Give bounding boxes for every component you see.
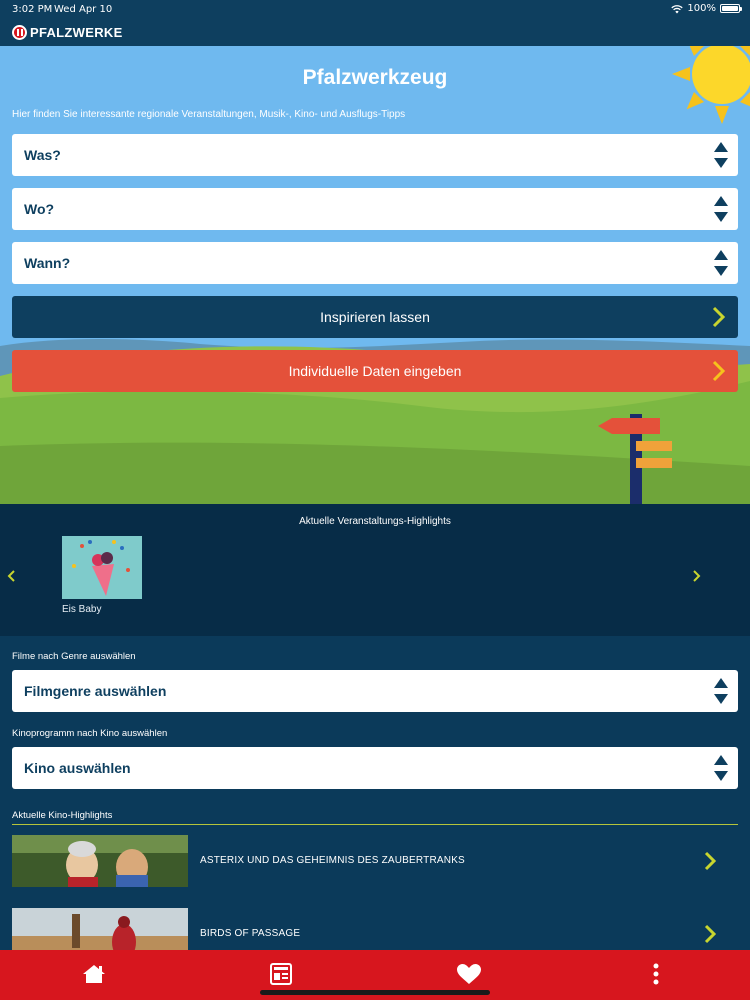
when-select[interactable] bbox=[12, 242, 738, 284]
status-right bbox=[671, 3, 740, 14]
cinema-highlights-title: Aktuelle Kino-Highlights bbox=[12, 810, 113, 821]
genre-select[interactable] bbox=[12, 670, 738, 712]
movie-poster bbox=[12, 835, 188, 887]
kino-select-value: Kino auswählen bbox=[24, 760, 131, 776]
chevron-right-icon bbox=[704, 851, 716, 871]
logo-mark-icon bbox=[12, 25, 27, 40]
status-bar bbox=[0, 0, 750, 20]
what-select-label: Was? bbox=[24, 147, 61, 163]
event-card[interactable] bbox=[62, 536, 142, 615]
where-select-label: Wo? bbox=[24, 201, 55, 217]
home-icon bbox=[82, 964, 106, 984]
pfalzwerke-logo[interactable] bbox=[12, 25, 123, 40]
home-indicator[interactable] bbox=[260, 990, 490, 995]
newspaper-icon bbox=[270, 963, 292, 985]
what-select[interactable] bbox=[12, 134, 738, 176]
more-vertical-icon bbox=[653, 963, 659, 985]
sort-arrows-icon bbox=[714, 678, 728, 704]
page-title: Pfalzwerkzeug bbox=[302, 66, 448, 89]
event-image bbox=[62, 536, 142, 599]
when-select-label: Wann? bbox=[24, 255, 71, 271]
heart-icon bbox=[457, 964, 481, 985]
inspire-button[interactable] bbox=[12, 296, 738, 338]
sort-arrows-icon bbox=[714, 250, 728, 276]
custom-data-button-label: Individuelle Daten eingeben bbox=[288, 363, 462, 379]
sort-arrows-icon bbox=[714, 196, 728, 222]
where-select[interactable] bbox=[12, 188, 738, 230]
tab-more[interactable] bbox=[642, 960, 670, 988]
tab-news[interactable] bbox=[267, 960, 295, 988]
event-highlights-title: Aktuelle Veranstaltungs-Highlights bbox=[299, 516, 451, 527]
genre-label: Filme nach Genre auswählen bbox=[12, 651, 136, 662]
kino-label: Kinoprogramm nach Kino auswählen bbox=[12, 728, 168, 739]
event-highlights-section bbox=[0, 504, 750, 636]
custom-data-button[interactable] bbox=[12, 350, 738, 392]
tab-favorites[interactable] bbox=[455, 960, 483, 988]
page-subtitle: Hier finden Sie interessante regionale Veranstaltungen, Musik-, Kino- und Ausflugs-Tipps bbox=[12, 109, 406, 120]
carousel-prev-icon[interactable] bbox=[7, 570, 15, 582]
kino-select[interactable] bbox=[12, 747, 738, 789]
cinema-section bbox=[0, 636, 750, 950]
inspire-button-label: Inspirieren lassen bbox=[320, 309, 430, 325]
sort-arrows-icon bbox=[714, 142, 728, 168]
battery-icon bbox=[720, 4, 740, 13]
status-date: Wed Apr 10 bbox=[54, 4, 113, 15]
movie-title: BIRDS OF PASSAGE bbox=[200, 928, 301, 939]
wifi-icon bbox=[671, 4, 683, 14]
chevron-right-icon bbox=[712, 360, 726, 382]
event-title: Eis Baby bbox=[62, 604, 102, 615]
sort-arrows-icon bbox=[714, 755, 728, 781]
status-time: 3:02 PM bbox=[12, 4, 53, 15]
brand-bar bbox=[0, 20, 750, 46]
divider bbox=[12, 824, 738, 825]
movie-row[interactable] bbox=[12, 835, 738, 887]
brand-name: PFALZWERKE bbox=[30, 25, 123, 40]
tab-home[interactable] bbox=[80, 960, 108, 988]
movie-title: ASTERIX UND DAS GEHEIMNIS DES ZAUBERTRANKS bbox=[200, 855, 465, 866]
chevron-right-icon bbox=[704, 924, 716, 944]
chevron-right-icon bbox=[712, 306, 726, 328]
battery-percent: 100% bbox=[687, 3, 716, 14]
carousel-next-icon[interactable] bbox=[693, 570, 701, 582]
genre-select-value: Filmgenre auswählen bbox=[24, 683, 167, 699]
hero-section bbox=[0, 46, 750, 504]
